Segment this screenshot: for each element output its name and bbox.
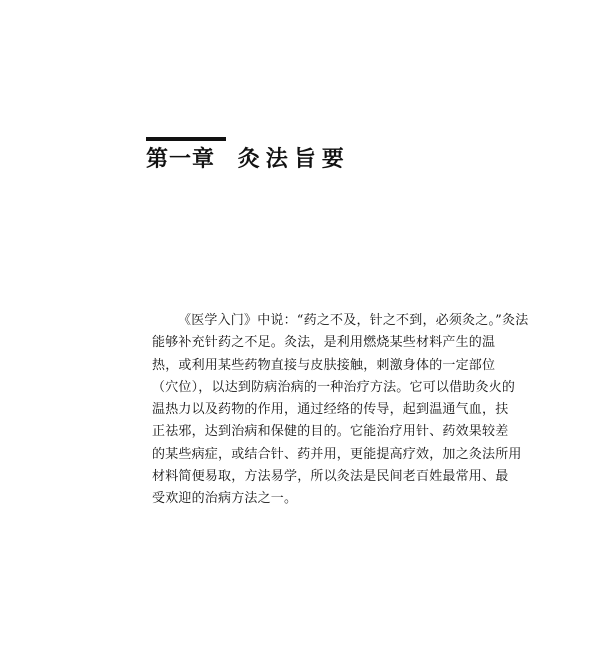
- paragraph-line: 正祛邪，达到治病和保健的目的。它能治疗用针、药效果较差: [152, 424, 509, 440]
- paragraph-line: 的某些病症，或结合针、药并用，更能提高疗效，加之灸法所用: [152, 446, 522, 462]
- paragraph-line: 热，或利用某些药物直接与皮肤接触，刺激身体的一定部位: [152, 357, 496, 373]
- paragraph-line: 受欢迎的治病方法之一。: [152, 491, 298, 507]
- paragraph-line: （穴位），以达到防病治病的一种治疗方法。它可以借助灸火的: [152, 379, 516, 395]
- paragraph-line: 材料简便易取，方法易学，所以灸法是民间老百姓最常用、最: [152, 469, 509, 485]
- chapter-heading: [146, 146, 350, 172]
- chapter-number: 第一章: [146, 146, 216, 172]
- paragraph-line: 温热力以及药物的作用，通过经络的传导，起到温通气血，扶: [152, 402, 509, 418]
- chapter-rule: [146, 137, 226, 141]
- body-paragraph: [152, 310, 529, 511]
- paragraph-line: 能够补充针药之不足。灸法，是利用燃烧某些材料产生的温: [152, 335, 496, 351]
- paragraph-line: 《医学入门》中说：“药之不及，针之不到，必须灸之。”灸法: [178, 313, 529, 328]
- chapter-title: 灸法旨要: [237, 146, 350, 172]
